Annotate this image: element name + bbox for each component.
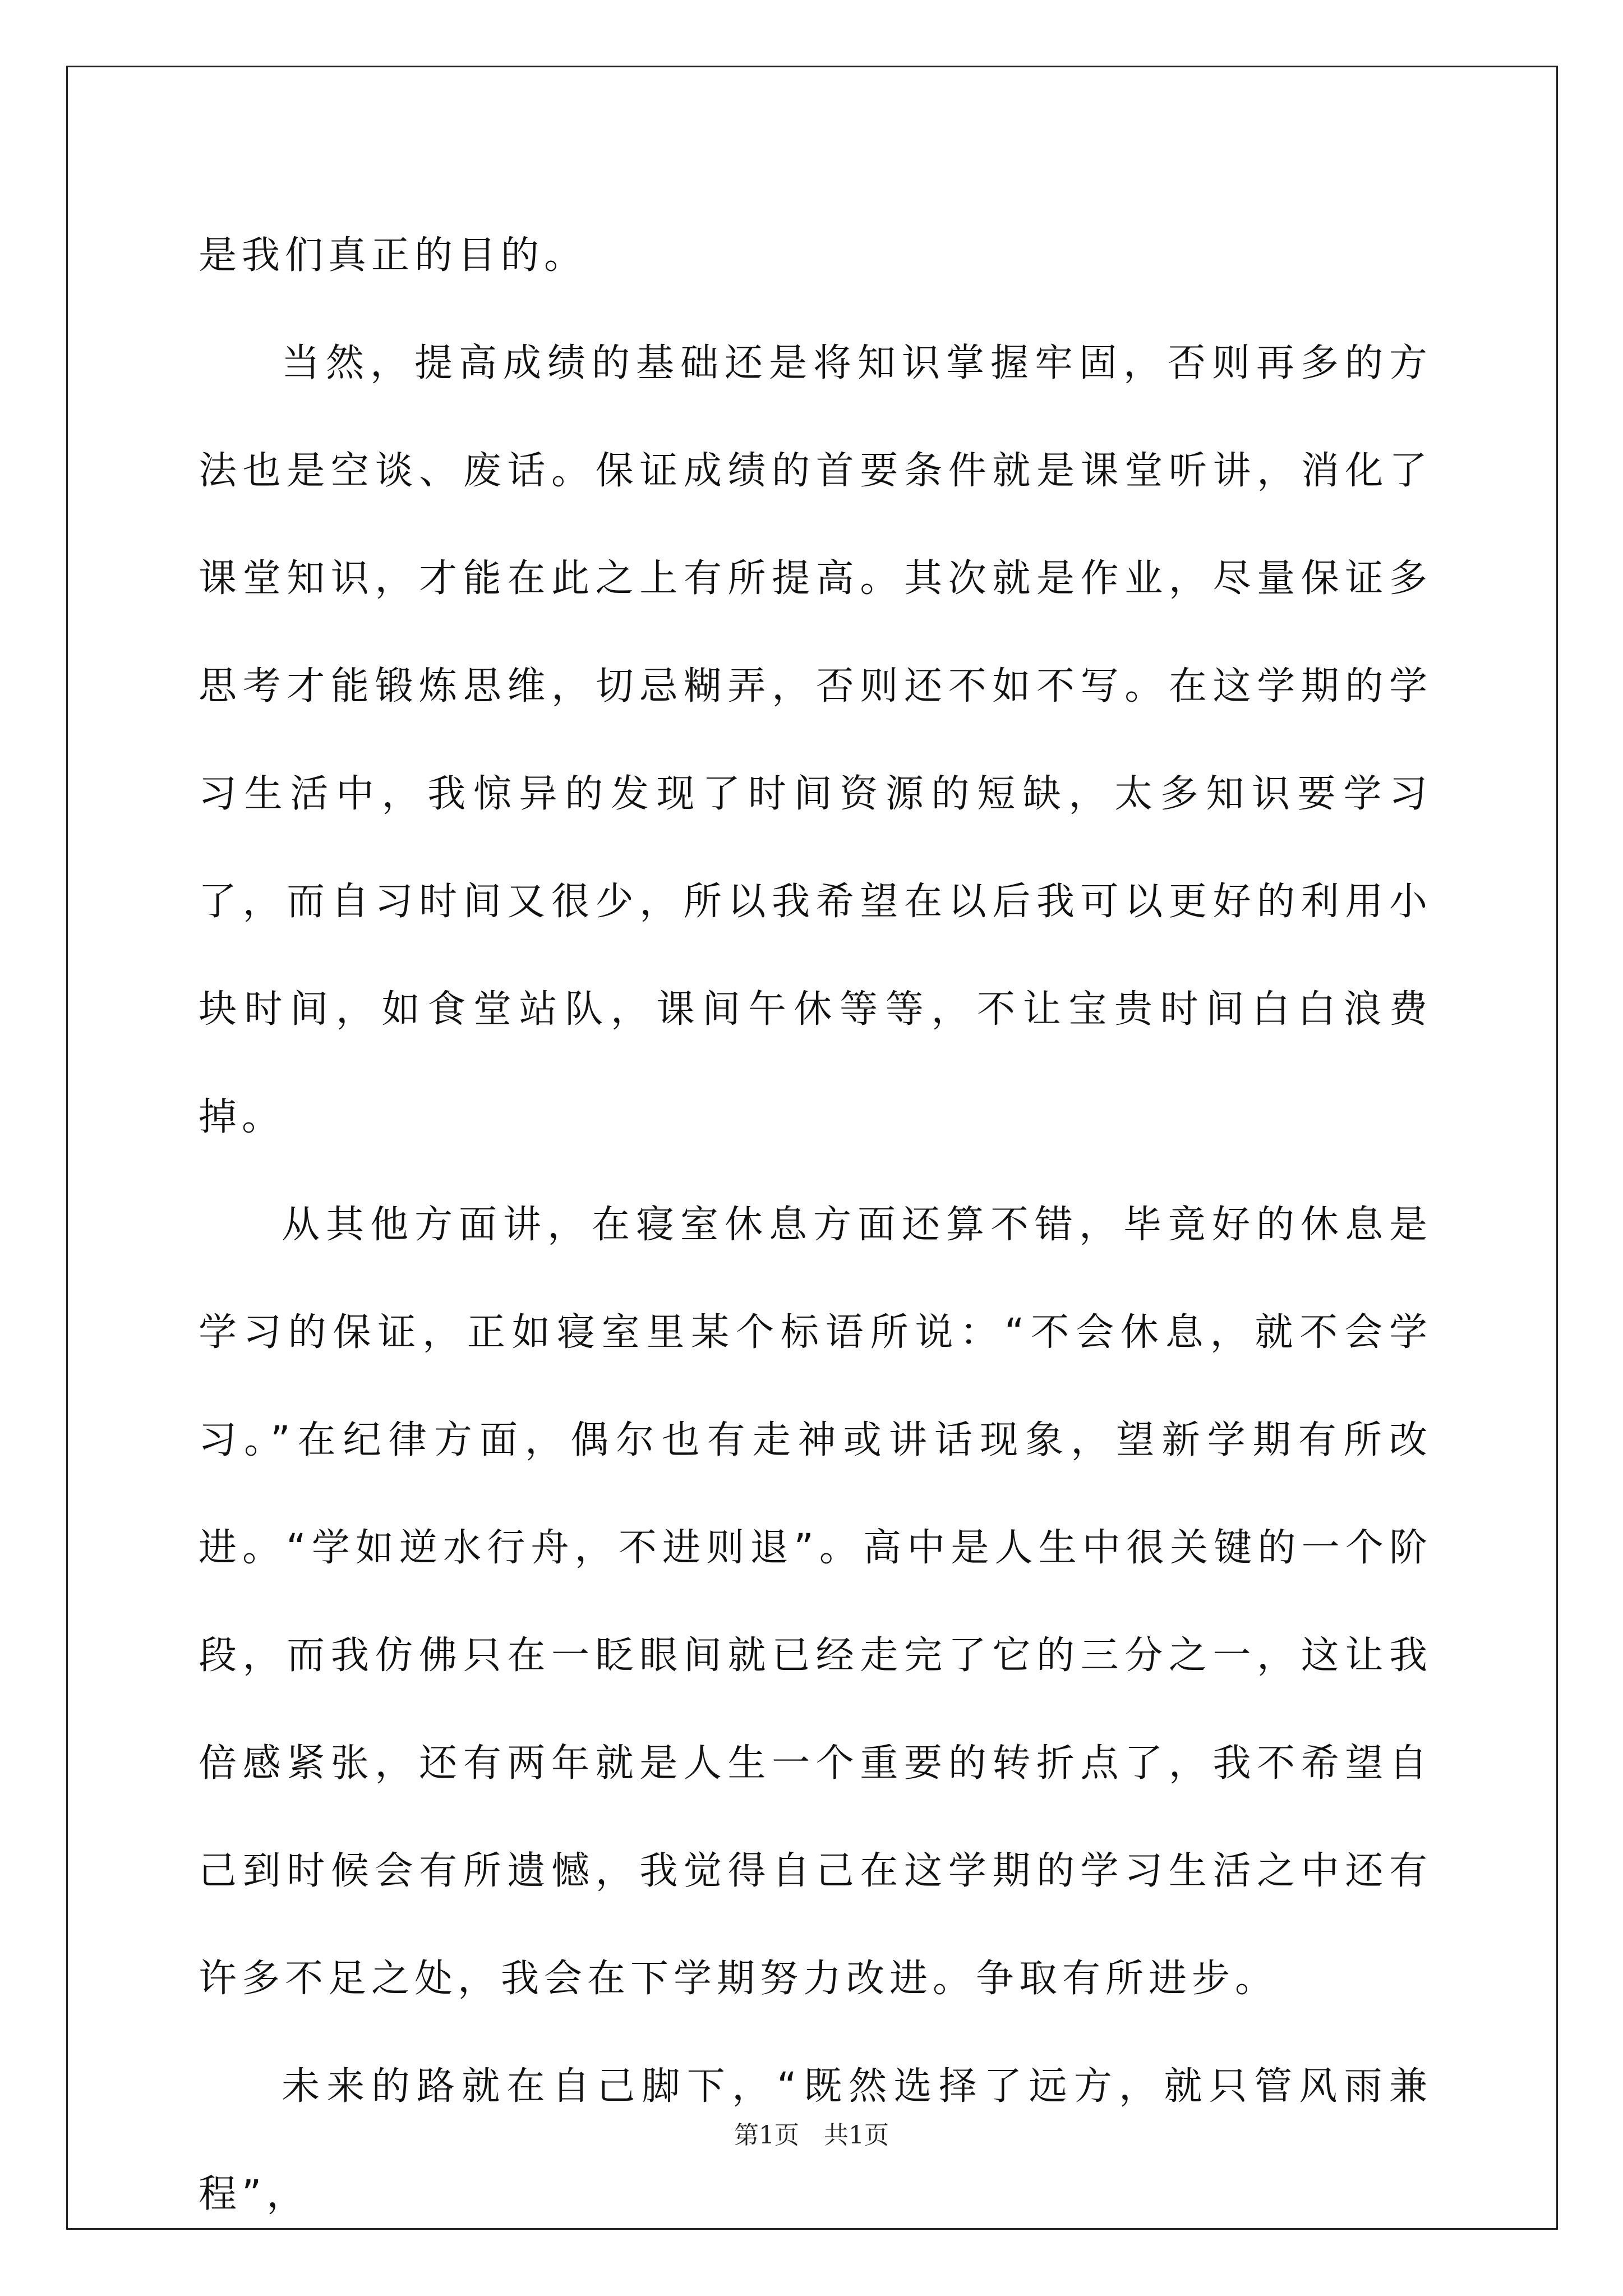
page-number-total: 共1页 — [824, 2121, 889, 2150]
page-footer — [0, 2115, 1623, 2151]
paragraph-2: 当然，提高成绩的基础还是将知识掌握牢固，否则再多的方法也是空谈、废话。保证成绩的首要条件就是课堂听讲，消化了课堂知识，才能在此之上有所提高。其次就是作业，尽量保证多思考才能锻炼思维，切忌糊弄，否则还不如不写。在这学期的学习生活中，我惊异的发现了时间资源的短缺，太多知识要学习了，而自习时间又很少，所以我希望在以后我可以更好的利用小块时间，如食堂站队，课间午休等等，不让宝贵时间白白浪费掉。 — [199, 341, 1432, 1139]
document-body — [199, 202, 1432, 2248]
paragraph-1: 是我们真正的目的。 — [199, 233, 588, 278]
paragraph-3: 从其他方面讲，在寝室休息方面还算不错，毕竟好的休息是学习的保证，正如寝室里某个标语所说：“不会休息，就不会学习。”在纪律方面，偶尔也有走神或讲话现象，望新学期有所改进。“学如逆水行舟，不进则退”。高中是人生中很关键的一个阶段，而我仿佛只在一眨眼间就已经走完了它的三分之一，这让我倍感紧张，还有两年就是人生一个重要的转折点了，我不希望自己到时候会有所遗憾，我觉得自己在这学期的学习生活之中还有许多不足之处，我会在下学期努力改进。争取有所进步。 — [199, 1203, 1432, 2001]
paragraph-4: 未来的路就在自己脚下，“既然选择了远方，就只管风雨兼程”， — [199, 2064, 1432, 2216]
page-number-current: 第1页 — [734, 2121, 799, 2150]
